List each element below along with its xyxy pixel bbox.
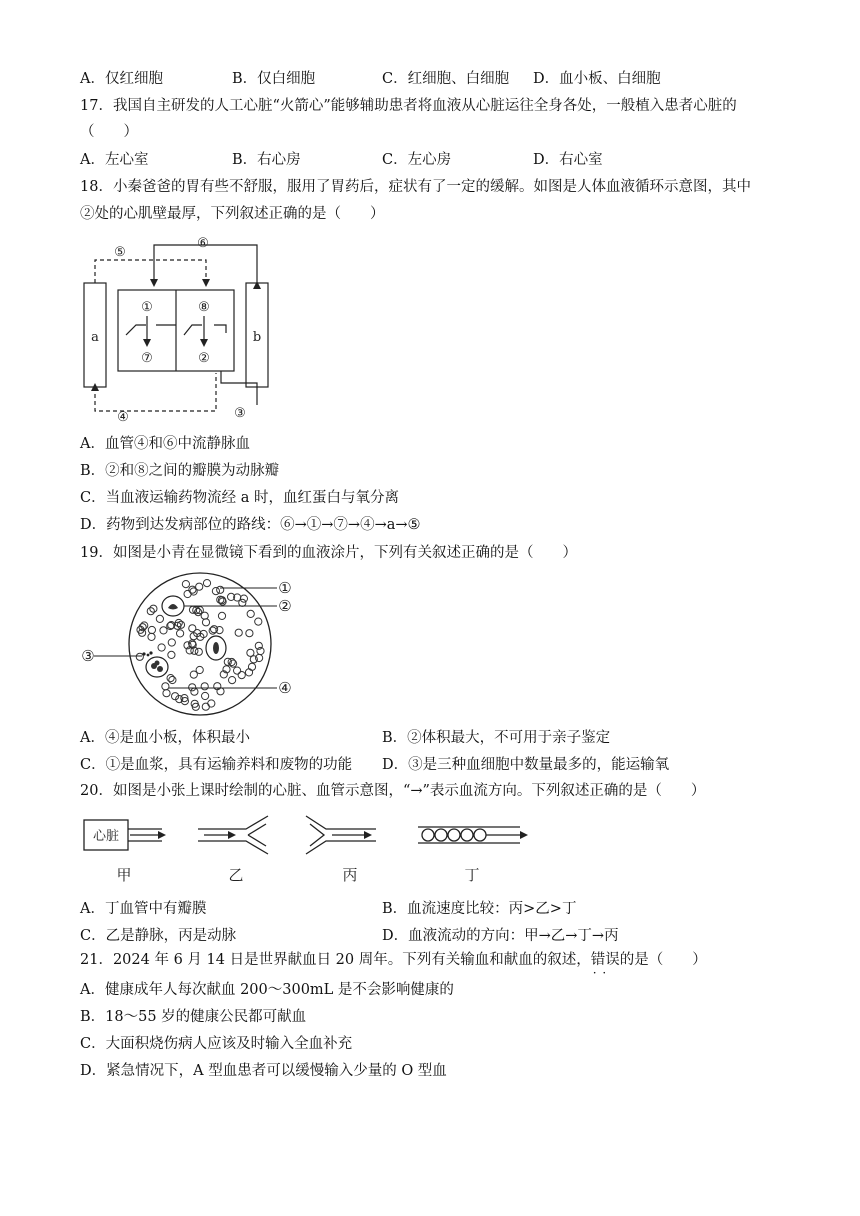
- q21-option-b: B．18～55 岁的健康公民都可献血: [80, 1009, 307, 1025]
- red-blood-cell: [246, 630, 253, 637]
- q20-option-c: C．乙是静脉，丙是动脉: [80, 928, 237, 944]
- red-blood-cell: [158, 644, 165, 651]
- label-4: ④: [117, 410, 129, 425]
- label-1: ①: [141, 300, 153, 315]
- caption-jia: 甲: [116, 866, 132, 884]
- red-blood-cell: [182, 581, 189, 588]
- red-blood-cell: [168, 651, 175, 658]
- q17-option-d: D．右心室: [533, 152, 603, 168]
- label-a: a: [91, 330, 99, 345]
- red-blood-cell: [136, 653, 143, 660]
- q16-option-a: A．仅红细胞: [80, 71, 163, 87]
- q18-option-d: D．药物到达发病部位的路线：⑥→①→⑦→④→a→⑤: [80, 517, 421, 533]
- q19-stem: 19．如图是小青在显微镜下看到的血液涂片，下列有关叙述正确的是（ ）: [80, 545, 577, 561]
- red-blood-cell: [208, 700, 215, 707]
- heart-vessel-diagram: [80, 812, 540, 888]
- q18-stem-line2: ②处的心肌壁最厚，下列叙述正确的是（ ）: [80, 206, 385, 222]
- red-blood-cell: [247, 610, 254, 617]
- q17-stem-line2: （ ）: [80, 124, 138, 140]
- red-blood-cell: [189, 625, 196, 632]
- q18-option-a: A．血管④和⑥中流静脉血: [80, 436, 250, 452]
- q21-stem-emphasis: 错误 · ·: [591, 952, 620, 968]
- q19-option-a: A．④是血小板，体积最小: [80, 730, 250, 746]
- red-blood-cell: [217, 586, 224, 593]
- red-blood-cell: [169, 676, 176, 683]
- q20-option-b: B．血流速度比较：丙>乙>丁: [382, 901, 577, 917]
- red-blood-cell: [234, 667, 241, 674]
- red-blood-cell: [196, 583, 203, 590]
- smear-label-1: ①: [278, 579, 292, 597]
- q20-option-d: D．血液流动的方向：甲→乙→丁→丙: [382, 928, 619, 944]
- red-blood-cell: [229, 677, 236, 684]
- red-blood-cell: [235, 629, 242, 636]
- q20-stem: 20．如图是小张上课时绘制的心脏、血管示意图，“→”表示血流方向。下列叙述正确的是（ ）: [80, 783, 706, 799]
- red-blood-cell: [141, 622, 148, 629]
- q16-option-c: C．红细胞、白细胞: [382, 71, 510, 87]
- label-5: ⑤: [114, 245, 126, 260]
- q16-option-d: D．血小板、白细胞: [533, 71, 661, 87]
- red-blood-cell: [202, 692, 209, 699]
- label-6: ⑥: [197, 236, 209, 251]
- red-blood-cell: [162, 683, 169, 690]
- red-blood-cell: [191, 688, 198, 695]
- red-blood-cell: [250, 656, 257, 663]
- blood-smear-diagram: [80, 570, 300, 718]
- q19-option-b: B．②体积最大，不可用于亲子鉴定: [382, 730, 611, 746]
- q18-stem-line1: 18．小秦爸爸的胃有些不舒服，服用了胃药后，症状有了一定的缓解。如图是人体血液循环示意图，其中: [80, 179, 751, 195]
- red-blood-cell: [218, 612, 225, 619]
- red-blood-cell: [189, 684, 196, 691]
- smear-label-4: ④: [278, 679, 292, 697]
- red-blood-cell: [245, 669, 252, 676]
- red-blood-cell: [168, 639, 175, 646]
- q21-stem-before: 21．2024 年 6 月 14 日是世界献血日 20 周年。下列有关输血和献血的叙述，: [80, 952, 591, 968]
- heart-label: 心脏: [92, 829, 120, 844]
- red-blood-cell: [238, 672, 245, 679]
- label-b: b: [252, 330, 262, 345]
- q21-stem: [80, 950, 707, 970]
- red-blood-cell: [217, 688, 224, 695]
- red-blood-cell: [201, 612, 208, 619]
- red-blood-cell: [202, 703, 209, 710]
- red-blood-cell: [189, 586, 196, 593]
- q19-option-c: C．①是血浆，具有运输养料和废物的功能: [80, 757, 353, 773]
- q21-option-a: A．健康成年人每次献血 200～300mL 是不会影响健康的: [80, 982, 454, 998]
- label-3: ③: [234, 406, 246, 421]
- q17-stem-line1: 17．我国自主研发的人工心脏“火箭心”能够辅助患者将血液从心脏运往全身各处，一般植入患者心脏的: [80, 98, 737, 114]
- red-blood-cell: [239, 599, 246, 606]
- q19-option-d: D．③是三种血细胞中数量最多的，能运输氧: [382, 757, 670, 773]
- caption-yi: 乙: [228, 866, 244, 884]
- red-blood-cell: [175, 619, 182, 626]
- circulation-diagram: [76, 233, 286, 425]
- q21-option-d: D．紧急情况下，A 型血患者可以缓慢输入少量的 O 型血: [80, 1063, 447, 1079]
- q21-option-c: C．大面积烧伤病人应该及时输入全血补充: [80, 1036, 353, 1052]
- red-blood-cell: [202, 619, 209, 626]
- red-blood-cell: [256, 654, 263, 661]
- red-blood-cell: [201, 683, 208, 690]
- q20-option-a: A．丁血管中有瓣膜: [80, 901, 207, 917]
- q17-option-b: B．右心房: [232, 152, 301, 168]
- smear-label-2: ②: [278, 597, 292, 615]
- red-blood-cell: [148, 633, 155, 640]
- q18-option-b: B．②和⑧之间的瓣膜为动脉瓣: [80, 463, 280, 479]
- q17-option-a: A．左心室: [80, 152, 149, 168]
- smear-label-3: ③: [81, 647, 95, 665]
- red-blood-cell: [255, 618, 262, 625]
- label-2: ②: [198, 351, 210, 366]
- red-blood-cell: [203, 580, 210, 587]
- red-blood-cell: [148, 626, 155, 633]
- red-blood-cell: [167, 675, 174, 682]
- wbc-4: [146, 657, 168, 677]
- label-8: ⑧: [198, 300, 210, 315]
- label-7: ⑦: [141, 351, 153, 366]
- red-blood-cell: [196, 666, 203, 673]
- red-blood-cell: [163, 690, 170, 697]
- q18-option-c: C．当血液运输药物流经 a 时，血红蛋白与氧分离: [80, 490, 399, 506]
- q16-option-b: B．仅白细胞: [232, 71, 316, 87]
- red-blood-cell: [240, 595, 247, 602]
- red-blood-cell: [156, 615, 163, 622]
- red-blood-cell: [211, 626, 218, 633]
- caption-bing: 丙: [342, 866, 358, 884]
- caption-ding: 丁: [464, 866, 480, 884]
- red-blood-cell: [214, 683, 221, 690]
- q21-stem-after: 的是（ ）: [619, 952, 707, 968]
- red-blood-cell: [212, 588, 219, 595]
- red-blood-cell: [177, 630, 184, 637]
- red-blood-cell: [160, 627, 167, 634]
- red-blood-cell: [184, 590, 191, 597]
- q17-option-c: C．左心房: [382, 152, 452, 168]
